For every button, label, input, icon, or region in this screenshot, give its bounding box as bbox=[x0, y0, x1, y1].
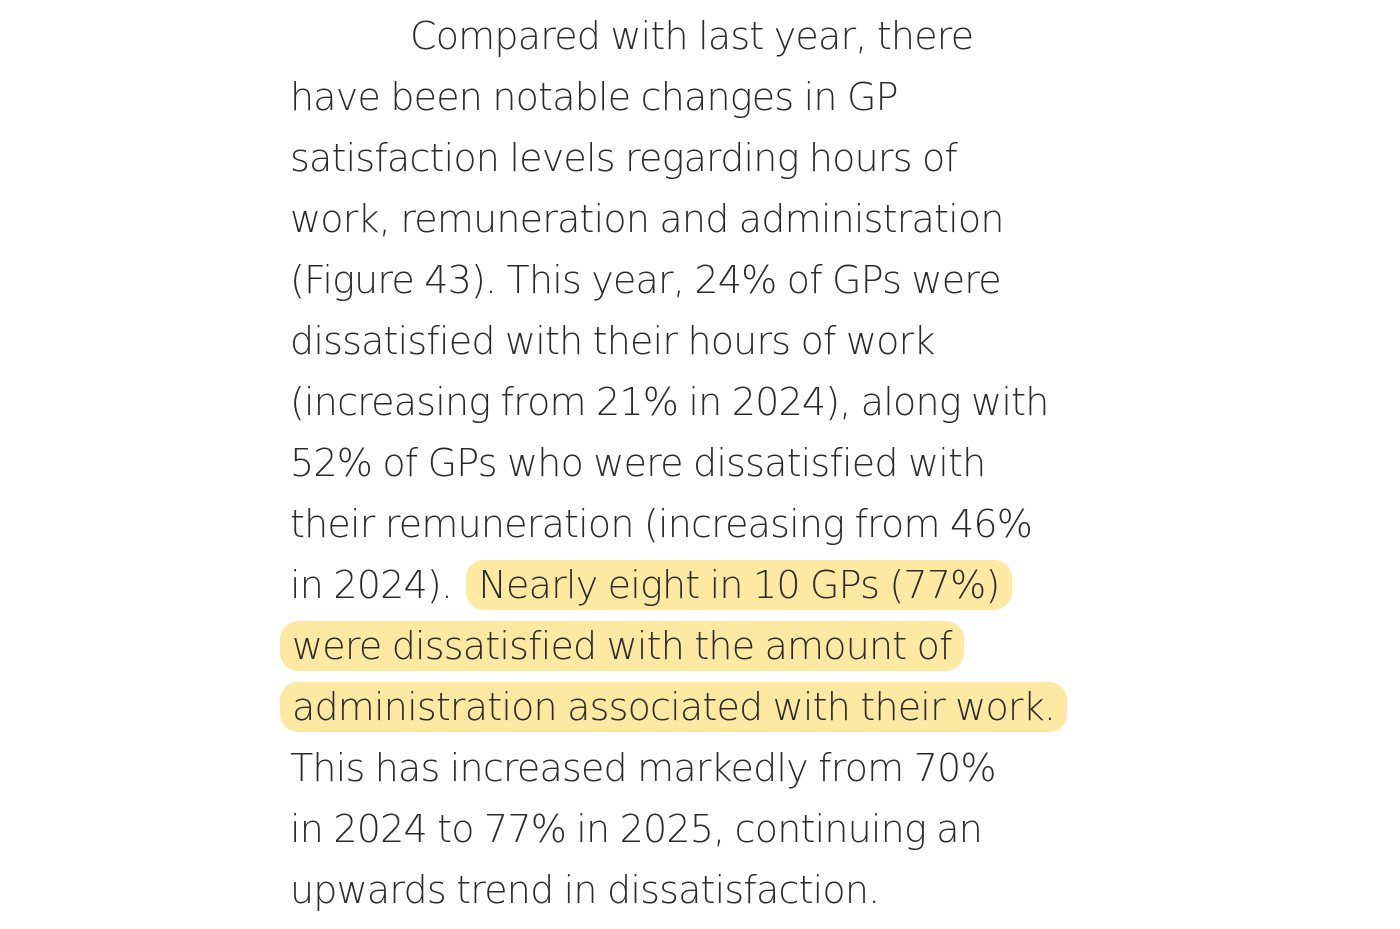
highlighted-text: Nearly eight in 10 GPs (77%) bbox=[466, 560, 1011, 610]
highlighted-text: were dissatisfied with the amount of bbox=[280, 621, 964, 671]
text-line: (increasing from 21% in 2024), along with bbox=[290, 380, 1049, 424]
text-line bbox=[290, 616, 952, 676]
text-line: 52% of GPs who were dissatisfied with bbox=[290, 441, 986, 485]
text-line: upwards trend in dissatisfaction. bbox=[290, 868, 880, 912]
text-line: work, remuneration and administration bbox=[290, 197, 1004, 241]
text-line: Compared with last year, there bbox=[410, 14, 974, 58]
text-line: dissatisfied with their hours of work bbox=[290, 319, 935, 363]
text-line: in 2024 to 77% in 2025, continuing an bbox=[290, 807, 983, 851]
text-line: have been notable changes in GP bbox=[290, 75, 898, 119]
text-line: (Figure 43). This year, 24% of GPs were bbox=[290, 258, 1001, 302]
text-line bbox=[290, 677, 1055, 737]
text-line: their remuneration (increasing from 46% bbox=[290, 502, 1033, 546]
highlighted-text: administration associated with their work. bbox=[280, 682, 1067, 732]
text-line bbox=[290, 555, 1000, 615]
text-line: This has increased markedly from 70% bbox=[290, 746, 996, 790]
text-plain: in 2024). bbox=[290, 563, 453, 607]
text-line: satisfaction levels regarding hours of bbox=[290, 136, 958, 180]
